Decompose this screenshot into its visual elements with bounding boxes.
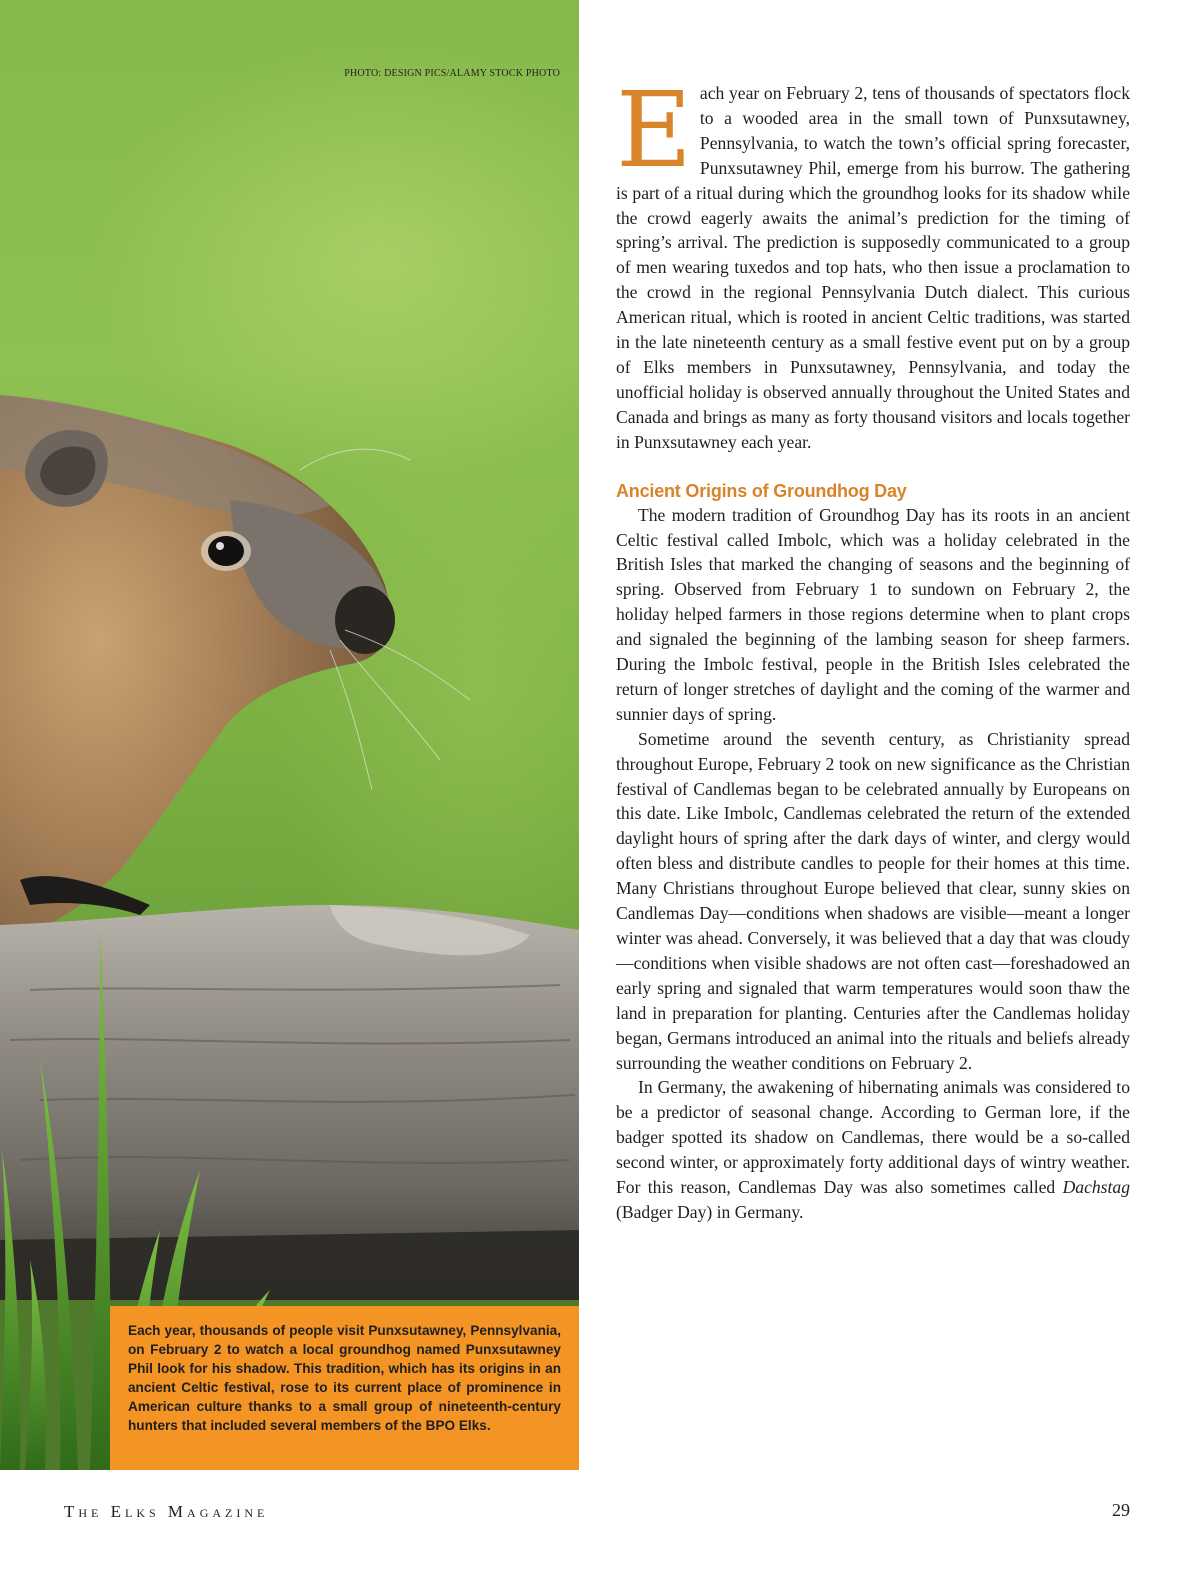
article-column — [616, 69, 1130, 1225]
page-number: 29 — [1112, 1500, 1130, 1520]
dachstag-term: Dachstag — [1062, 1177, 1130, 1198]
photo-credit: PHOTO: DESIGN PICS/ALAMY STOCK PHOTO — [344, 68, 560, 79]
paragraph-germany-end: (Badger Day) in Germany. — [616, 1201, 804, 1222]
drop-cap: E — [616, 69, 692, 191]
paragraph-germany-text: In Germany, the awakening of hibernating animals was considered to be a predictor of seasonal change. According to German lore, if the badger spotted its shadow on Candlemas, there would be a so-called second winter, or approximately forty additional days of wintry weather. For this reason, Candlemas Day was also sometimes called — [616, 1077, 1130, 1198]
photo-caption: Each year, thousands of people visit Punxsutawney, Pennsylvania, on February 2 to watch a local groundhog named Punxsutawney Phil look for his shadow. This tradition, which has its origins in an ancient Celtic festival, rose to its current place of prominence in American culture thanks to a small group of nineteenth-century hunters that included several members of the BPO Elks. — [110, 1306, 579, 1470]
intro-text: ach year on February 2, tens of thousands of spectators flock to a wooded area in the small town of Punxsutawney, Pennsylvania, to watch the town’s official spring forecaster, Punxsutawney Phil, emerge from his burrow. The gathering is part of a ritual during which the groundhog looks for its shadow while the crowd eagerly awaits the animal’s prediction for the timing of spring’s arrival. The prediction is supposedly communicated to a group of men wearing tuxedos and top hats, who then issue a proclamation to the crowd in the regional Pennsylvania Dutch dialect. This curious American ritual, which is rooted in ancient Celtic traditions, was started in the late nineteenth century as a small festive event put on by a group of Elks members in Punxsutawney, Pennsylvania, and today the unofficial holiday is observed annually throughout the United States and Canada and brings as many as forty thousand visitors and locals together in Punxsutawney each year. — [616, 83, 1130, 452]
section-heading: Ancient Origins of Groundhog Day — [616, 480, 907, 501]
paragraph-germany — [616, 1075, 1130, 1224]
magazine-name: The Elks Magazine — [64, 1502, 269, 1521]
paragraph-imbolc: The modern tradition of Groundhog Day has its roots in an ancient Celtic festival called Imbolc, which was a holiday celebrated in the British Isles that marked the changing of seasons and the beginning of spring. Observed from February 1 to sundown on February 2, the holiday helped farmers in those regions determine when to plant crops and signaled the beginning of the lambing season for sheep farmers. During the Imbolc festival, people in the British Isles celebrated the return of longer stretches of daylight and the coming of the warmer and sunnier days of spring. — [616, 504, 1130, 724]
groundhog-illustration — [0, 0, 579, 1470]
groundhog-photo — [0, 0, 579, 1470]
paragraph-candlemas: Sometime around the seventh century, as Christianity spread throughout Europe, February 2 took on new significance as the Christian festival of Candlemas began to be celebrated annually by Europeans on this date. Like Imbolc, Candlemas celebrated the return of the extended daylight hours of spring after the dark days of winter, and clergy would often bless and distribute candles to people for their homes at this time. Many Christians throughout Europe believed that clear, sunny skies on Candlemas Day—conditions when shadows are visible—meant a longer winter was ahead. Conversely, it was believed that a day that was cloudy—conditions when visible shadows are not often cast—foreshadowed an early spring and signaled that warm temperatures would soon thaw the land in preparation for planting. Centuries after the Candlemas holiday began, Germans introduced an animal into the rituals and beliefs already surrounding the weather conditions on February 2. — [616, 728, 1130, 1073]
intro-paragraph — [616, 69, 1130, 455]
